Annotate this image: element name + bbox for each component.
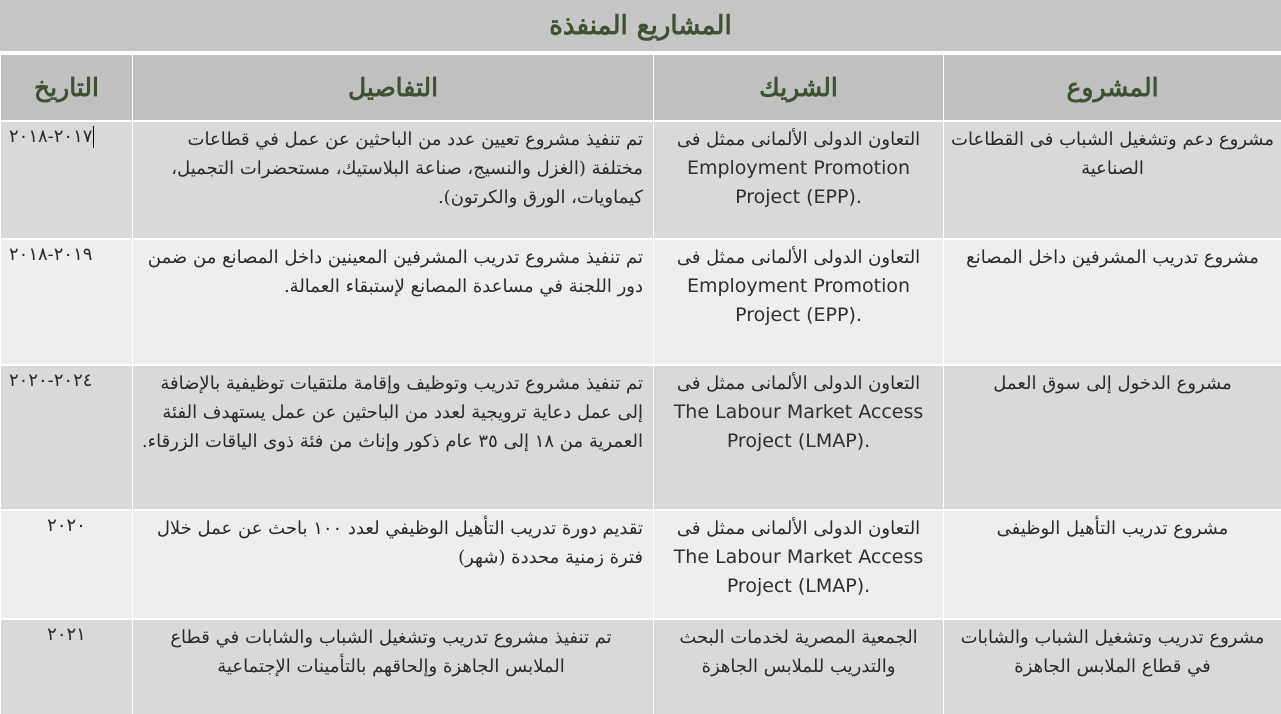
partner-arabic: التعاون الدولى الألمانى ممثل فى — [676, 247, 921, 268]
date-text: ٢٠٢٠ — [47, 515, 86, 536]
page-title: المشاريع المنفذة — [549, 10, 732, 41]
table-row-2-details: تم تنفيذ مشروع تدريب المشرفين المعينين داخل المصانع من ضمن دور اللجنة في مساعدة المصانع لإستبقاء العمالة. — [132, 240, 653, 366]
date-text: ٢٠٢١ — [47, 624, 86, 645]
text-cursor — [93, 126, 94, 148]
table-row-5-project: مشروع تدريب وتشغيل الشباب والشابات في قطاع الملابس الجاهزة — [943, 620, 1281, 714]
header-date: التاريخ — [0, 55, 132, 122]
table-row-5-date — [0, 620, 132, 714]
table-row-1-project: مشروع دعم وتشغيل الشباب فى القطاعات الصناعية — [943, 122, 1281, 240]
partner-english-line2: Project (LMAP). — [726, 430, 871, 452]
table-row-1-details: تم تنفيذ مشروع تعيين عدد من الباحثين عن عمل في قطاعات مختلفة (الغزل والنسيج، صناعة البلاستيك، مستحضرات التجميل، كيماويات، الورق والكرتون). — [132, 122, 653, 240]
table-row-3-partner — [653, 366, 943, 511]
header-partner: الشريك — [653, 55, 943, 122]
title-bar — [0, 0, 1281, 51]
projects-table — [0, 55, 1281, 714]
partner-arabic: التعاون الدولى الألمانى ممثل فى — [676, 129, 921, 150]
partner-arabic: التعاون الدولى الألمانى ممثل فى — [676, 518, 921, 539]
date-text: ٢٠١٩-٢٠١٨ — [9, 244, 93, 265]
header-project: المشروع — [943, 55, 1281, 122]
table-row-4-project: مشروع تدريب التأهيل الوظيفى — [943, 511, 1281, 620]
table-row-4-date — [0, 511, 132, 620]
date-text: ٢٠١٧-٢٠١٨ — [9, 126, 93, 147]
partner-english-line2: Project (LMAP). — [726, 575, 871, 597]
table-row-3-date — [0, 366, 132, 511]
header-details: التفاصيل — [132, 55, 653, 122]
partner-english-line2: Project (EPP). — [735, 186, 862, 208]
table-row-4-details: تقديم دورة تدريب التأهيل الوظيفي لعدد ١٠٠ باحث عن عمل خلال فترة زمنية محددة (شهر) — [132, 511, 653, 620]
partner-english-line1: Employment Promotion — [686, 157, 911, 179]
table-row-5-partner — [653, 620, 943, 714]
table-row-1-partner — [653, 122, 943, 240]
table-row-3-project: مشروع الدخول إلى سوق العمل — [943, 366, 1281, 511]
partner-english-line1: The Labour Market Access — [673, 401, 924, 423]
table-row-1-date — [0, 122, 132, 240]
partner-english-line2: Project (EPP). — [735, 304, 862, 326]
table-row-5-details: تم تنفيذ مشروع تدريب وتشغيل الشباب والشابات في قطاع الملابس الجاهزة وإلحاقهم بالتأمينات الإجتماعية — [132, 620, 653, 714]
table-row-4-partner — [653, 511, 943, 620]
table-row-2-partner — [653, 240, 943, 366]
table-row-2-project: مشروع تدريب المشرفين داخل المصانع — [943, 240, 1281, 366]
partner-english-line1: Employment Promotion — [686, 275, 911, 297]
table-row-3-details: تم تنفيذ مشروع تدريب وتوظيف وإقامة ملتقيات توظيفية بالإضافة إلى عمل دعاية ترويجية لعدد من الباحثين عن عمل يستهدف الفئة العمرية من ١٨ إلى ٣٥ عام ذكور وإناث من فئة ذوى الياقات الزرقاء. — [132, 366, 653, 511]
partner-english-line1: The Labour Market Access — [673, 546, 924, 568]
date-text: ٢٠٢٤-٢٠٢٠ — [9, 370, 93, 391]
partner-arabic: التعاون الدولى الألمانى ممثل فى — [676, 373, 921, 394]
table-row-2-date — [0, 240, 132, 366]
partner-arabic: الجمعية المصرية لخدمات البحث والتدريب للملابس الجاهزة — [679, 627, 918, 677]
